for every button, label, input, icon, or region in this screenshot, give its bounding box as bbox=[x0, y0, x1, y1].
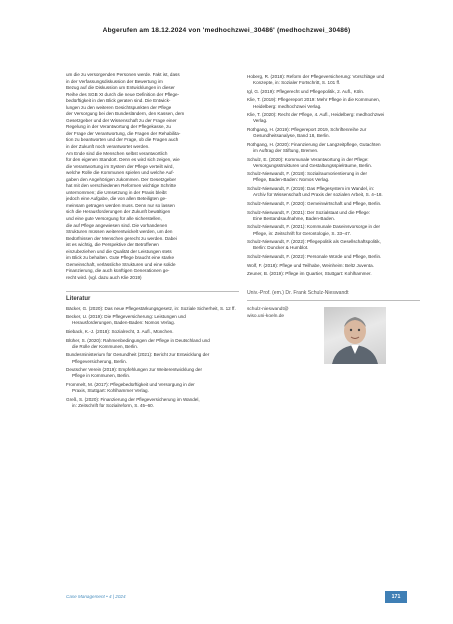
body-line: die Verantwortung im System der Pflege verteilt wird, bbox=[66, 163, 174, 169]
left-column bbox=[66, 72, 239, 412]
article-body bbox=[66, 72, 239, 282]
reference-line: Deutscher Verein (2019): Empfehlungen zur Weiterentwicklung der bbox=[66, 367, 203, 373]
reference-item bbox=[66, 352, 239, 364]
reference-line: Schulz-Nieswandt, F. (2018): Sozialraumorientierung in der bbox=[247, 171, 368, 177]
reference-line: Pflegeversicherung, Berlin. bbox=[72, 358, 127, 364]
references-list-right bbox=[247, 74, 420, 277]
reference-item bbox=[247, 210, 420, 222]
reference-item bbox=[247, 201, 420, 207]
body-line: im Blick zu behalten. Gute Pflege braucht eine starke bbox=[66, 255, 175, 261]
reference-item bbox=[247, 157, 420, 169]
reference-line: Pflege in Kommunen, Berlin. bbox=[72, 373, 131, 379]
reference-line: Heidelberg: medhochzwei Verlag. bbox=[253, 103, 322, 109]
reference-line: Rothgang, H. (2019): Pflegereport 2019, Schriftenreihe zur bbox=[247, 127, 367, 133]
reference-line: Verlag. bbox=[253, 118, 268, 124]
body-line: recht wird. (vgl. dazu auch Klie 2019) bbox=[66, 274, 142, 280]
body-line: Gemeinschaft, verlässliche Strukturen und eine solide bbox=[66, 261, 176, 267]
reference-item bbox=[66, 329, 239, 335]
reference-item bbox=[66, 397, 239, 409]
author-email[interactable]: schulz-nieswandt@ bbox=[247, 306, 289, 312]
reference-line: Eine Bestandsaufnahme, Baden-Baden. bbox=[253, 215, 335, 221]
body-line: ist es wichtig, die Perspektive der Betroffenen bbox=[66, 242, 159, 248]
body-line: Finanzierung, die auch künftigen Generationen ge- bbox=[66, 268, 170, 274]
body-line: tion zu beantworten und der Frage, ob die Fragen auch bbox=[66, 137, 179, 143]
reference-item bbox=[66, 314, 239, 326]
reference-line: Blüher, S. (2020): Rahmenbedingungen der Pflege in Deutschland und bbox=[66, 337, 210, 343]
body-line: bedürftigkeit in den Blick geraten sind. Die Entwick- bbox=[66, 98, 171, 104]
reference-line: Frommelt, M. (2017): Pflegebedürftigkeit und Versorgung in der bbox=[66, 382, 195, 387]
reference-line: Schulz, E. (2020): Kommunale Verantwortung in der Pflege: bbox=[247, 156, 369, 162]
body-line: sich die Herausforderungen der Zukunft bewältigen bbox=[66, 209, 171, 215]
body-line: in der Verfassungsdiskussion der Bewertung im bbox=[66, 78, 163, 84]
body-line: der Frage der Verantwortung, die Fragen der Rehabilita- bbox=[66, 130, 181, 136]
reference-line: Schulz-Nieswandt, F. (2019): Das Pflegesystem im Wandel, in: bbox=[247, 186, 375, 192]
reference-line: Versorgungsstrukturen und Gestaltungsspielräume, Berlin. bbox=[253, 162, 372, 168]
reference-item bbox=[66, 306, 239, 312]
author-contact-row bbox=[247, 306, 420, 368]
reference-line: Schulz-Nieswandt, F. (2021): Der Sozialstaat und die Pflege: bbox=[247, 209, 371, 215]
reference-line: Bäcker, G. (2020): Das neue Pflegestärkungsgesetz, in: Soziale Sicherheit, S. 12 ff. bbox=[66, 305, 236, 311]
author-email-domain: wiso.uni-koeln.de bbox=[247, 313, 285, 319]
reference-line: Schulz-Nieswandt, F. (2022): Personale Würde und Pflege, Berlin. bbox=[247, 253, 382, 259]
author-portrait bbox=[324, 307, 386, 364]
reference-line: Konzepte, in: Sozialer Fortschritt, S. 101 ff. bbox=[253, 80, 341, 86]
reference-line: Pflege, Baden-Baden: Nomos Verlag. bbox=[253, 177, 330, 183]
journal-issue: Case Management • 4 | 2024 bbox=[66, 594, 126, 599]
body-line: einzubeziehen und die Qualität der Leistungen stets bbox=[66, 248, 172, 254]
reference-line: im Auftrag der Stiftung, Bremen. bbox=[253, 147, 319, 153]
body-line: Bezug auf die Diskussion um Entwicklungen in dieser bbox=[66, 85, 175, 91]
reference-line: Schulz-Nieswandt, F. (2021): Kommunale Daseinsvorsorge in der bbox=[247, 224, 381, 230]
reference-line: Rothgang, H. (2020): Finanzierung der Langzeitpflege, Gutachten bbox=[247, 141, 381, 147]
reference-line: Zeuner, B. (2019): Pflege im Quartier, Stuttgart: Kohlhammer. bbox=[247, 271, 372, 277]
body-line: Strukturen müssen weiterentwickelt werden, um den bbox=[66, 229, 173, 235]
body-line: und eine gute Versorgung für alle sicherstellen, bbox=[66, 216, 162, 222]
download-watermark: Abgerufen am 18.12.2024 von 'medhochzwei_30486' (medhochzwei_30486) bbox=[102, 27, 351, 34]
reference-item bbox=[247, 239, 420, 251]
reference-line: Bieback, K.-J. (2018): Sozialrecht, 3. Aufl., München. bbox=[66, 328, 174, 334]
reference-line: Gesundheitsanalyse, Band 18, Berlin. bbox=[253, 133, 330, 139]
body-line: meinsam getragen werden muss. Denn nur so lassen bbox=[66, 202, 175, 208]
body-line: die auf Pflege angewiesen sind. Die vorhandenen bbox=[66, 222, 168, 228]
reference-line: in: Zeitschrift für Sozialreform, S. 45–60. bbox=[72, 402, 154, 408]
body-line: in der Zukunft noch verantwortet werden. bbox=[66, 144, 150, 150]
page-number: 171 bbox=[385, 591, 407, 603]
reference-line: Igl, G. (2019): Pflegerecht und Pflegepolitik, 2. Aufl., Köln. bbox=[247, 88, 365, 94]
reference-item bbox=[247, 142, 420, 154]
reference-line: Schulz-Nieswandt, F. (2020): Gemeinwirtschaft und Pflege, Berlin. bbox=[247, 200, 382, 206]
reference-item bbox=[247, 127, 420, 139]
body-line: Bedürfnissen der Menschen gerecht zu werden. Dabei bbox=[66, 235, 177, 241]
reference-line: Hoberg, R. (2018): Reform der Pflegeversicherung: Vorschläge und bbox=[247, 74, 385, 79]
reference-line: Bundesministerium für Gesundheit (2021): Bericht zur Entwicklung der bbox=[66, 352, 210, 358]
body-line: lungen zu den weiteren Gesichtspunkten der Pflege bbox=[66, 104, 172, 110]
body-line: hat mit den verschiedenen Reformen wichtige Schritte bbox=[66, 183, 177, 189]
reference-line: Becker, U. (2019): Die Pflegeversicherung: Leistungen und bbox=[66, 314, 186, 320]
reference-line: Schulz-Nieswandt, F. (2022): Pflegepolitik als Gesellschaftspolitik, bbox=[247, 239, 381, 245]
body-line: der Versorgung bei den Bundesländern, den Kassen, dem bbox=[66, 111, 185, 117]
reference-item bbox=[247, 112, 420, 124]
reference-line: Klie, T. (2019): Pflegereport 2019: Mehr Pflege in die Kommunen, bbox=[247, 97, 380, 103]
author-box bbox=[247, 290, 420, 368]
body-line: unternommen; die Umsetzung in der Praxis bleibt bbox=[66, 189, 167, 195]
reference-item bbox=[247, 186, 420, 198]
reference-line: Archiv für Wissenschaft und Praxis der sozialen Arbeit, S. 4–18. bbox=[253, 192, 383, 198]
right-column bbox=[247, 72, 420, 368]
body-line: für den eigenen Standort. Denn es wird sich zeigen, wie bbox=[66, 157, 180, 163]
reference-item bbox=[66, 338, 239, 350]
reference-item bbox=[247, 74, 420, 86]
reference-item bbox=[66, 367, 239, 379]
reference-item bbox=[247, 224, 420, 236]
reference-line: Pflege, in: Zeitschrift für Gerontologie, S. 33–47. bbox=[253, 230, 352, 236]
references-heading: Literatur bbox=[66, 291, 239, 304]
reference-line: Greß, S. (2020): Finanzierung der Pflegeversicherung im Wandel, bbox=[66, 396, 200, 402]
reference-item bbox=[247, 171, 420, 183]
reference-item bbox=[247, 97, 420, 109]
page-footer bbox=[66, 591, 406, 603]
body-line: Gesetzgeber und der Wissenschaft zu der Frage einer bbox=[66, 117, 177, 123]
body-line: Regelung in der Verantwortung der Pflegekasse, zu bbox=[66, 124, 171, 130]
reference-line: Klie, T. (2020): Recht der Pflege, 4. Aufl., Heidelberg: medhochzwei bbox=[247, 112, 385, 118]
body-line: Reihe des SGB XI durch die neue Definition der Pflege- bbox=[66, 91, 180, 97]
body-line: jedoch eine Aufgabe, die von allen Beteiligten ge- bbox=[66, 196, 167, 202]
reference-line: Herausforderungen, Baden-Baden: Nomos Verlag. bbox=[72, 320, 175, 326]
reference-item bbox=[247, 254, 420, 260]
reference-line: Wolf, F. (2018): Pflege und Teilhabe, Weinheim: Beltz Juventa. bbox=[247, 262, 374, 268]
author-contact bbox=[247, 306, 289, 320]
author-name: Univ.-Prof. (em.) Dr. Frank Schulz-Nieswandt bbox=[247, 290, 420, 301]
reference-line: Praxis, Stuttgart: Kohlhammer Verlag. bbox=[72, 388, 149, 394]
reference-item bbox=[66, 382, 239, 394]
body-line: um die zu versorgenden Personen werde. Fakt ist, dass bbox=[66, 72, 180, 77]
author-portrait-image bbox=[324, 307, 386, 364]
body-line: gaben den Angehörigen zukommen. Der Gesetzgeber bbox=[66, 176, 177, 182]
reference-item bbox=[247, 89, 420, 95]
reference-line: Berlin: Duncker & Humblot. bbox=[253, 245, 309, 251]
reference-item bbox=[247, 271, 420, 277]
body-line: welche Rolle die Kommunen spielen und welche Auf- bbox=[66, 170, 175, 176]
body-line: Am Ende sind die Menschen selbst verantwortlich bbox=[66, 150, 168, 156]
reference-line: die Rolle der Kommunen, Berlin. bbox=[72, 343, 139, 349]
reference-item bbox=[247, 263, 420, 269]
references-list-left bbox=[66, 306, 239, 409]
